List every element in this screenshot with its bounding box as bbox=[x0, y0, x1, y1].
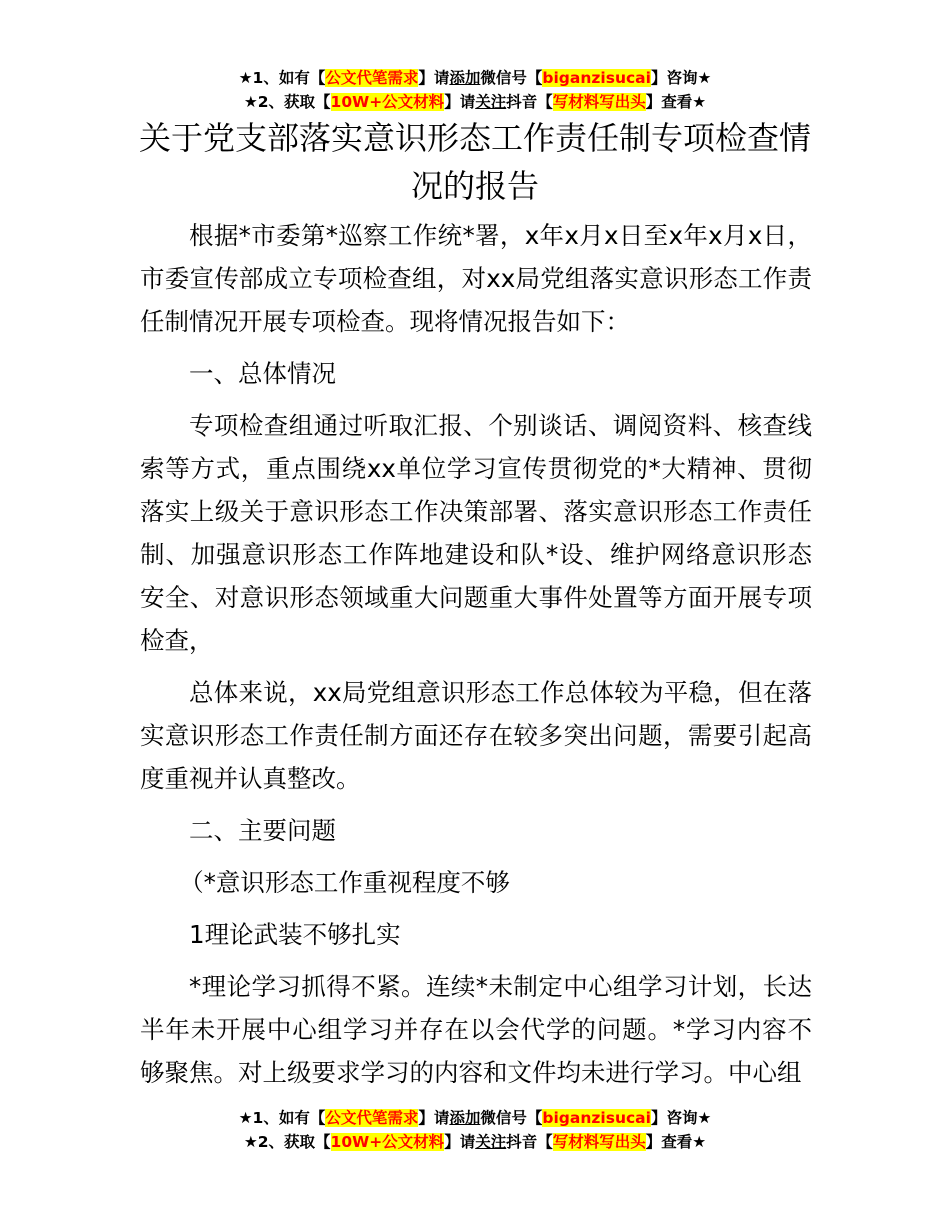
bottom-banner bbox=[0, 1106, 950, 1154]
document-title: 关于党支部落实意识形态工作责任制专项检查情况的报告 bbox=[138, 119, 811, 205]
banner-highlight-wechat: biganzisucai bbox=[542, 1109, 651, 1127]
section-heading: 一、总体情况 bbox=[189, 359, 336, 388]
banner-line-1 bbox=[0, 1106, 950, 1130]
banner-highlight-service: 公文代笔需求 bbox=[325, 1109, 419, 1127]
banner-highlight-service: 公文代笔需求 bbox=[325, 69, 419, 87]
banner-underlined-text: 关注 bbox=[475, 93, 507, 111]
banner-text: 】咨询★ bbox=[650, 69, 712, 87]
banner-highlight-wechat: biganzisucai bbox=[542, 69, 651, 87]
banner-text: 抖音【 bbox=[506, 93, 553, 111]
banner-highlight-materials: 10W+公文材料 bbox=[330, 1133, 445, 1151]
banner-text: 微信号【 bbox=[480, 1109, 543, 1127]
banner-highlight-materials: 10W+公文材料 bbox=[330, 93, 445, 111]
banner-line-2 bbox=[0, 1130, 950, 1154]
paragraph: 总体来说，xx局党组意识形态工作总体较为平稳，但在落实意识形态工作责任制方面还存在较多突出问题，需要引起高度重视并认真整改。 bbox=[140, 678, 812, 793]
section-heading: 二、主要问题 bbox=[189, 816, 336, 845]
banner-text: ★2、获取【 bbox=[243, 93, 331, 111]
banner-text: 微信号【 bbox=[480, 69, 543, 87]
banner-text: ★1、如有【 bbox=[238, 69, 326, 87]
banner-text: ★2、获取【 bbox=[243, 1133, 331, 1151]
subsection-heading: （*意识形态工作重视程度不够 bbox=[179, 868, 510, 897]
banner-text: 】咨询★ bbox=[650, 1109, 712, 1127]
banner-underlined-text: 添加 bbox=[449, 1109, 481, 1127]
paragraph: 根据*市委第*巡察工作统*署，x年x月x日至x年x月x日，市委宣传部成立专项检查组，对xx局党组落实意识形态工作责任制情况开展专项检查。现将情况报告如下： bbox=[140, 221, 812, 336]
banner-text: ★1、如有【 bbox=[238, 1109, 326, 1127]
banner-underlined-text: 关注 bbox=[475, 1133, 507, 1151]
banner-text: 抖音【 bbox=[506, 1133, 553, 1151]
banner-text: 】请 bbox=[418, 1109, 450, 1127]
banner-text: 】请 bbox=[444, 93, 476, 111]
paragraph: *理论学习抓得不紧。连续*未制定中心组学习计划，长达半年未开展中心组学习并存在以会代学的问题。*学习内容不够聚焦。对上级要求学习的内容和文件均未进行学习。中心组 bbox=[140, 972, 812, 1087]
banner-text: 】请 bbox=[444, 1133, 476, 1151]
subsection-heading: 1理论武装不够扎实 bbox=[189, 920, 401, 949]
banner-line-2 bbox=[0, 90, 950, 114]
top-banner bbox=[0, 66, 950, 114]
document-body bbox=[140, 214, 812, 1103]
banner-highlight-douyin: 写材料写出头 bbox=[552, 93, 646, 111]
paragraph: 专项检查组通过听取汇报、个别谈话、调阅资料、核查线索等方式，重点围绕xx单位学习宣传贯彻党的*大精神、贯彻落实上级关于意识形态工作决策部署、落实意识形态工作责任制、加强意识形态工作阵地建设和队*设、维护网络意识形态安全、对意识形态领域重大问题重大事件处置等方面开展专项检查， bbox=[140, 411, 812, 655]
banner-text: 】查看★ bbox=[645, 1133, 707, 1151]
banner-underlined-text: 添加 bbox=[449, 69, 481, 87]
banner-text: 】请 bbox=[418, 69, 450, 87]
banner-highlight-douyin: 写材料写出头 bbox=[552, 1133, 646, 1151]
banner-text: 】查看★ bbox=[645, 93, 707, 111]
banner-line-1 bbox=[0, 66, 950, 90]
